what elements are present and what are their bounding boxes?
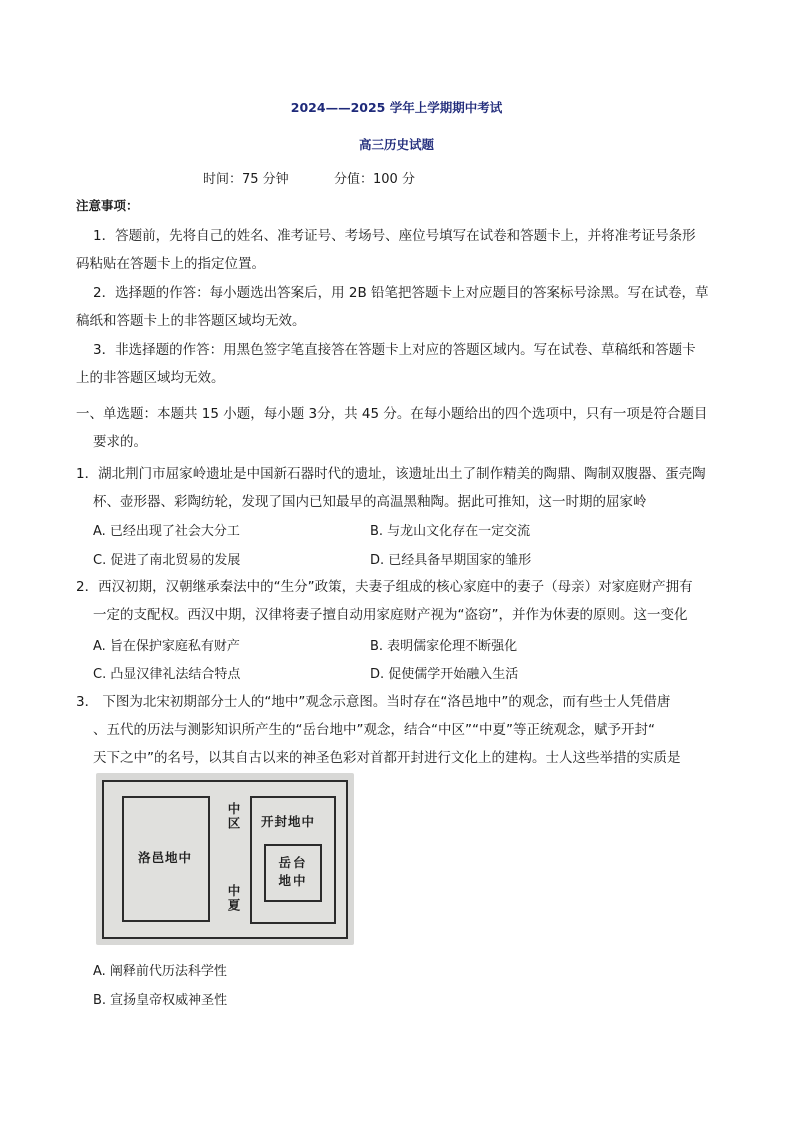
yuetai-label: 岳台地中 xyxy=(278,855,308,888)
score-info: 分值：100 分 xyxy=(334,172,415,187)
kaifeng-box xyxy=(250,796,336,924)
q2-option-a[interactable]: A. 旨在保护家庭私有财产 xyxy=(93,639,240,654)
q1-option-b[interactable]: B. 与龙山文化存在一定交流 xyxy=(370,524,531,539)
q3-stem-line-1: 3． 下图为北宋初期部分士人的“地中”观念示意图。当时存在“洛邑地中”的观念，而有些士人凭借唐 xyxy=(76,694,671,710)
notice-item-1-line-1: 1．答题前，先将自己的姓名、准考证号、考场号、座位号填写在试卷和答题卡上，并将准考证号条形 xyxy=(93,228,696,244)
q2-stem-line-2: 一定的支配权。西汉中期，汉律将妻子擅自动用家庭财产视为“盗窃”，并作为休妻的原则。这一变化 xyxy=(93,607,688,623)
notice-item-3-line-1: 3．非选择题的作答：用黑色签字笔直接答在答题卡上对应的答题区域内。写在试卷、草稿纸和答题卡 xyxy=(93,342,696,358)
q3-stem-line-3: 天下之中”的名号，以其自古以来的神圣色彩对首都开封进行文化上的建构。士人这些举措的实质是 xyxy=(93,750,681,766)
section-1-instructions-line-2: 要求的。 xyxy=(93,434,147,450)
zhongxia-label: 中夏 xyxy=(226,884,241,913)
q3-diagram xyxy=(96,773,354,945)
q1-stem-line-1: 1．湖北荆门市屈家岭遗址是中国新石器时代的遗址，该遗址出土了制作精美的陶鼎、陶制双腹器、蛋壳陶 xyxy=(76,466,706,482)
q1-option-c[interactable]: C. 促进了南北贸易的发展 xyxy=(93,553,241,568)
luoyi-box xyxy=(122,796,210,922)
q1-option-a[interactable]: A. 已经出现了社会大分工 xyxy=(93,524,240,539)
q3-option-a[interactable]: A. 阐释前代历法科学性 xyxy=(93,964,227,979)
diagram-outer-frame xyxy=(102,780,348,939)
section-1-instructions-line-1: 一、单选题：本题共 15 小题，每小题 3分，共 45 分。在每小题给出的四个选项中，只有一项是符合题目 xyxy=(76,406,708,422)
notice-heading: 注意事项： xyxy=(76,198,139,213)
time-info: 时间：75 分钟 xyxy=(203,172,289,187)
q1-stem-line-2: 杯、壶形器、彩陶纺轮，发现了国内已知最早的高温黑釉陶。据此可推知，这一时期的屈家岭 xyxy=(93,494,647,510)
q1-option-d[interactable]: D. 已经具备早期国家的雏形 xyxy=(370,553,532,568)
notice-item-1-line-2: 码粘贴在答题卡上的指定位置。 xyxy=(76,256,265,272)
subject-title: 高三历史试题 xyxy=(358,137,434,152)
notice-item-2-line-1: 2．选择题的作答：每小题选出答案后，用 2B 铅笔把答题卡上对应题目的答案标号涂黑。写在试卷，草 xyxy=(93,285,709,301)
q2-option-c[interactable]: C. 凸显汉律礼法结合特点 xyxy=(93,667,241,682)
luoyi-label: 洛邑地中 xyxy=(138,850,193,865)
q2-option-d[interactable]: D. 促使儒学开始融入生活 xyxy=(370,667,519,682)
q2-option-b[interactable]: B. 表明儒家伦理不断强化 xyxy=(370,639,518,654)
q3-option-b[interactable]: B. 宣扬皇帝权威神圣性 xyxy=(93,993,228,1008)
exam-title: 2024——2025 学年上学期期中考试 xyxy=(290,100,503,115)
zhongqu-label: 中区 xyxy=(226,802,241,831)
kaifeng-label: 开封地中 xyxy=(261,814,316,829)
q3-stem-line-2: 、五代的历法与测影知识所产生的“岳台地中”观念，结合“中区”“中夏”等正统观念，赋予开封“ xyxy=(93,722,655,738)
notice-item-2-line-2: 稿纸和答题卡上的非答题区域均无效。 xyxy=(76,313,306,329)
q2-stem-line-1: 2．西汉初期，汉朝继承秦法中的“生分”政策，夫妻子组成的核心家庭中的妻子（母亲）对家庭财产拥有 xyxy=(76,579,693,595)
yuetai-box xyxy=(264,844,322,902)
notice-item-3-line-2: 上的非答题区域均无效。 xyxy=(76,370,225,386)
